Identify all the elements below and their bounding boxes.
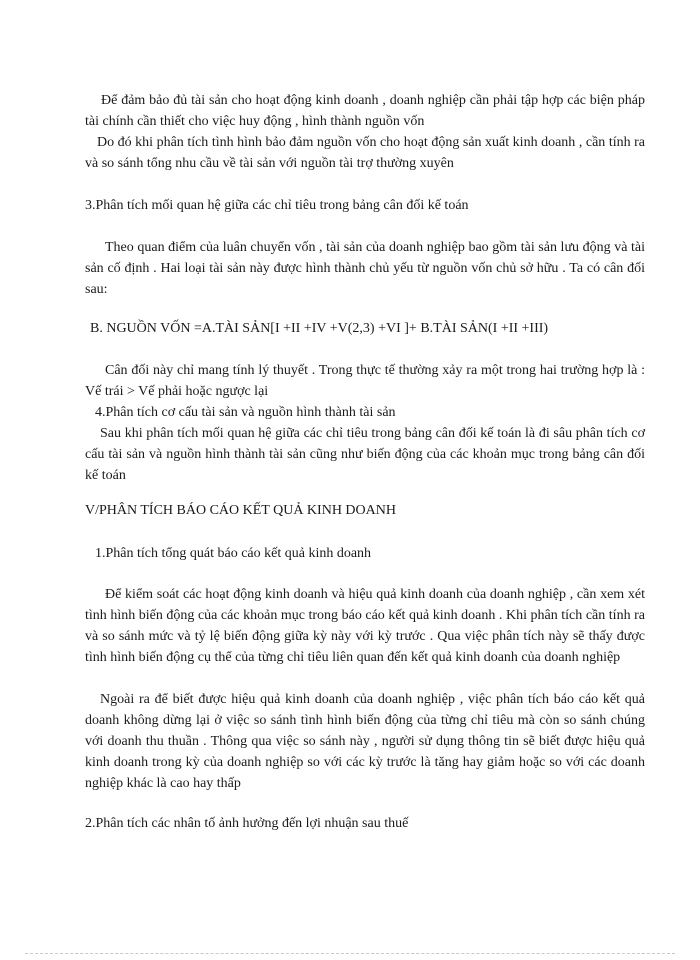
- paragraph-asset-assurance: Để đảm bảo đủ tài sản cho hoạt động kinh doanh , doanh nghiệp cần phải tập hợp các biện pháp tài chính cần thiết cho việc huy động , hình thành nguồn vốn: [85, 93, 645, 129]
- paragraph-theoretical-balance: Cân đối này chỉ mang tính lý thuyết . Trong thực tế thường xảy ra một trong hai trường hợp là : Vế trái > Vế phải hoặc ngược lại: [85, 363, 645, 399]
- heading-section-v-1: 1.Phân tích tổng quát báo cáo kết quả kinh doanh: [95, 546, 372, 561]
- paragraph-structure-analysis: Sau khi phân tích mối quan hệ giữa các chỉ tiêu trong bảng cân đối kế toán là đi sâu phân tích cơ cấu tài sản và nguồn hình thành tài sản cũng như biến động của các khoản mục trong bảng cân đối kế toán: [85, 426, 645, 483]
- page-bottom-divider: [25, 953, 675, 954]
- paragraph-efficiency-comparison: Ngoài ra để biết được hiệu quả kinh doanh của doanh nghiệp , việc phân tích báo cáo kết quả doanh không dừng lại ở việc so sánh tình hình biến động của từng chỉ tiêu mà còn so sánh chúng với doanh thu thuần . Thông qua việc so sánh này , người sử dụng thông tin sẽ biết được hiệu quả kinh doanh trong kỳ của doanh nghiệp so với các kỳ trước là tăng hay giảm hoặc so với các doanh nghiệp khác là cao hay thấp: [85, 692, 645, 791]
- paragraph-business-control: Để kiểm soát các hoạt động kinh doanh và hiệu quả kinh doanh của doanh nghiệp , cần xem xét tình hình biến động của các khoản mục trong báo cáo kết quả kinh doanh . Khi phân tích cần tính ra và so sánh mức và tỷ lệ biến động giữa kỳ này với kỳ trước . Qua việc phân tích này sẽ thấy được tình hình biến động cụ thể của từng chỉ tiêu liên quan đến kết quả kinh doanh của doanh nghiệp: [85, 587, 645, 665]
- heading-section-4: 4.Phân tích cơ cấu tài sản và nguồn hình thành tài sản: [95, 405, 396, 420]
- balance-formula: B. NGUỒN VỐN =A.TÀI SẢN[I +II +IV +V(2,3) +VI ]+ B.TÀI SẢN(I +II +III): [90, 321, 549, 336]
- heading-section-3: 3.Phân tích mối quan hệ giữa các chỉ tiêu trong bảng cân đối kế toán: [85, 198, 469, 213]
- paragraph-capital-analysis: Do đó khi phân tích tình hình bảo đảm nguồn vốn cho hoạt động sản xuất kinh doanh , cần tính ra và so sánh tổng nhu cầu về tài sản với nguồn tài trợ thường xuyên: [85, 135, 645, 171]
- heading-section-v: V/PHÂN TÍCH BÁO CÁO KẾT QUẢ KINH DOANH: [85, 503, 396, 518]
- heading-section-v-2: 2.Phân tích các nhân tố ảnh hưởng đến lợi nhuận sau thuế: [85, 816, 409, 831]
- paragraph-capital-turnover: Theo quan điểm của luân chuyển vốn , tài sản của doanh nghiệp bao gồm tài sản lưu động và tài sản cố định . Hai loại tài sản này được hình thành chủ yếu từ nguồn vốn chủ sở hữu . Ta có cân đối sau:: [85, 240, 645, 297]
